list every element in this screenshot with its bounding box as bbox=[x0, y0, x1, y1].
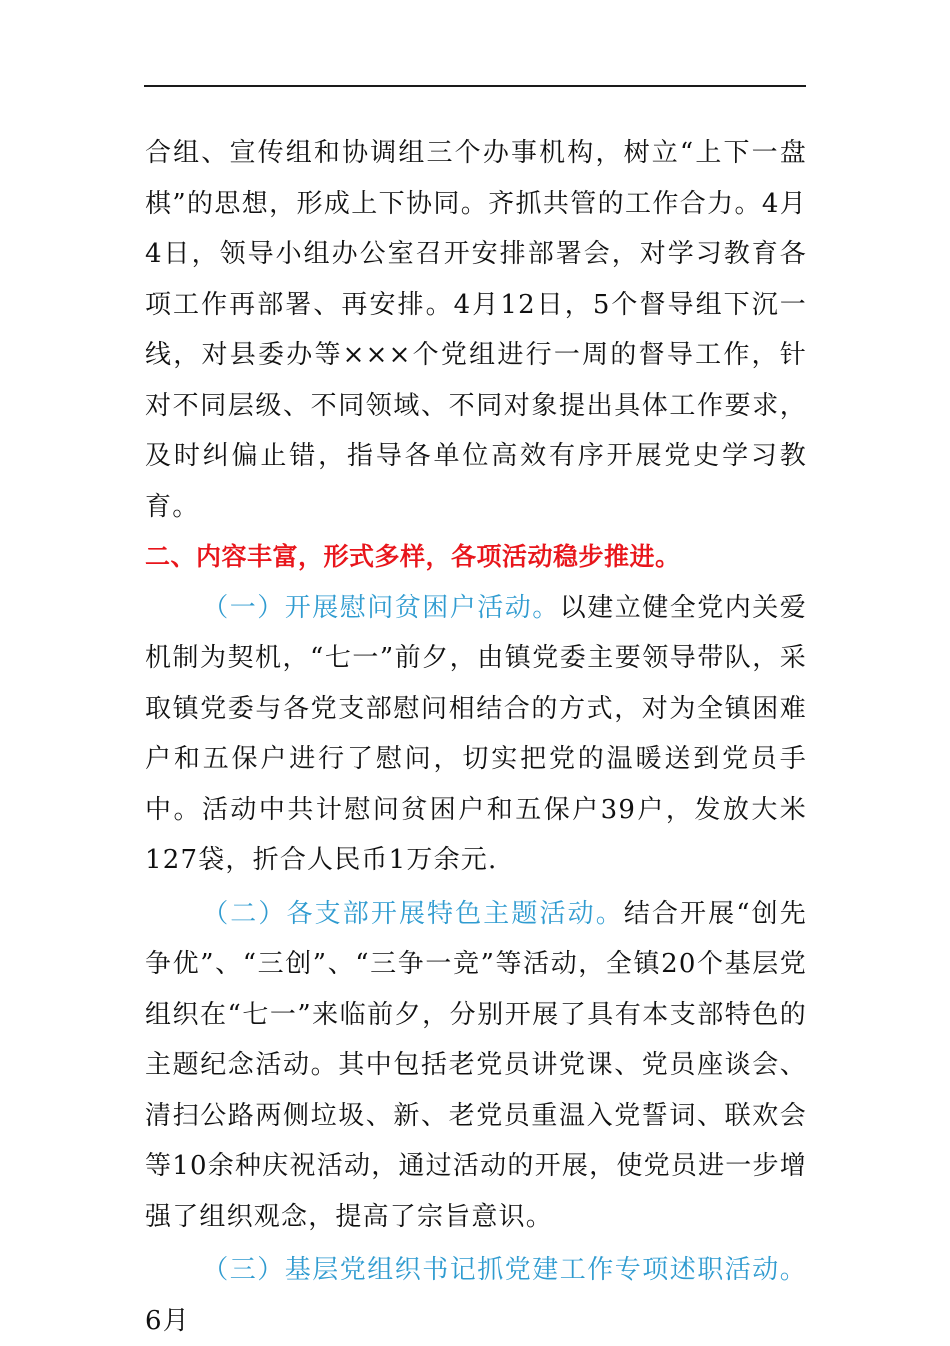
item-paragraph-2 bbox=[145, 889, 807, 1243]
item-body-3: 6月 bbox=[145, 1305, 190, 1336]
section-heading: 二、内容丰富，形式多样，各项活动稳步推进。 bbox=[145, 542, 681, 571]
item-paragraph-3 bbox=[145, 1245, 807, 1346]
item-body-2: 结合开展“创先争优”、“三创”、“三争一竞”等活动，全镇20个基层党组织在“七一”来临前夕，分别开展了具有本支部特色的主题纪念活动。其中包括老党员讲党课、党员座谈会、清扫公路两侧垃圾、新、老党员重温入党誓词、联欢会等10余种庆祝活动，通过活动的开展，使党员进一步增强了组织观念，提高了宗旨意识。 bbox=[145, 898, 807, 1232]
document-body bbox=[145, 128, 807, 1346]
item-heading-3: （三）基层党组织书记抓党建工作专项述职活动。 bbox=[202, 1255, 807, 1285]
item-heading-2: （二）各支部开展特色主题活动。 bbox=[202, 898, 624, 929]
item-body-1: 以建立健全党内关爱机制为契机，“七一”前夕，由镇党委主要领导带队，采取镇党委与各党支部慰问相结合的方式，对为全镇困难户和五保户进行了慰问，切实把党的温暖送到党员手中。活动中共计慰问贫困户和五保户39户，发放大米127袋，折合人民币1万余元. bbox=[145, 592, 807, 875]
continuation-paragraph: 合组、宣传组和协调组三个办事机构，树立“上下一盘棋”的思想，形成上下协同。齐抓共管的工作合力。4月4日，领导小组办公室召开安排部署会，对学习教育各项工作再部署、再安排。4月12日，5个督导组下沉一线，对县委办等×××个党组进行一周的督导工作，针对不同层级、不同领域、不同对象提出具体工作要求，及时纠偏止错，指导各单位高效有序开展党史学习教育。 bbox=[145, 138, 807, 522]
header-rule bbox=[144, 85, 806, 87]
item-heading-1: （一）开展慰问贫困户活动。 bbox=[202, 592, 560, 623]
item-paragraph-1 bbox=[145, 583, 807, 886]
